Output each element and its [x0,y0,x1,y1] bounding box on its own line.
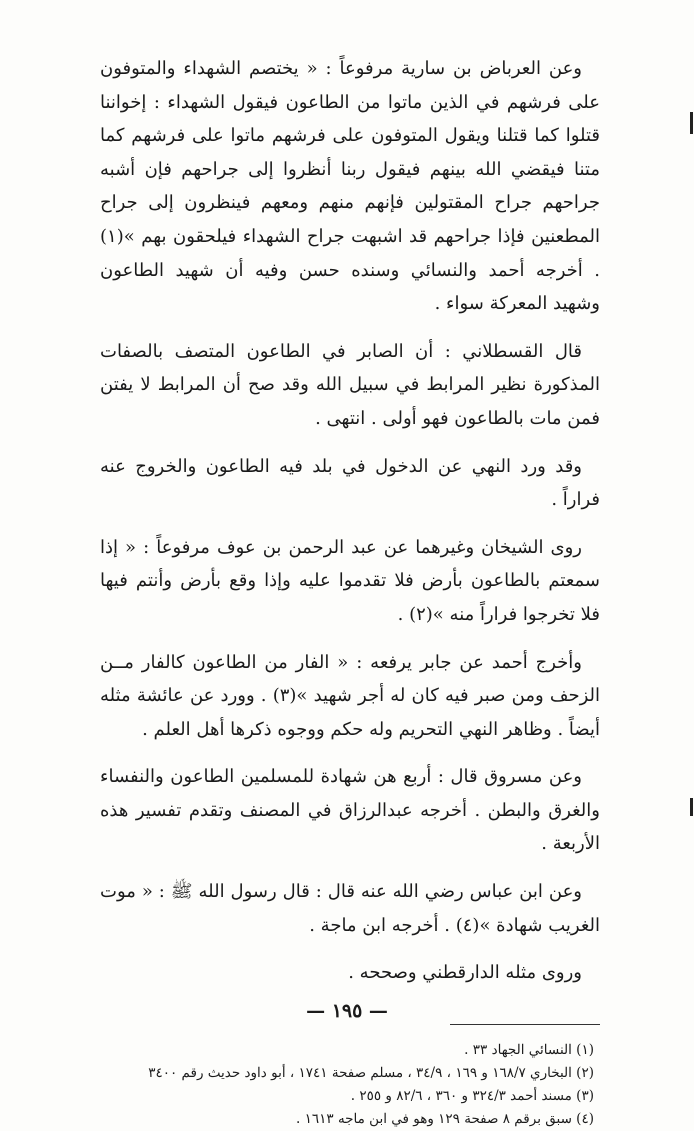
paragraph: وروى مثله الدارقطني وصححه . [348,962,582,984]
footnote: (٣) مسند أحمد ٣٢٤/٣ و ٣٦٠ ، ٨٢/٦ و ٢٥٥ . [350,1087,594,1104]
page-body [100,52,600,1131]
paragraph: وعن العرباض بن سارية مرفوعاً : « يختصم الشهداء والمتوفون على فرشهم في الذين ماتوا من الطاعون فيقول الشهداء : إخواننا قتلوا كما قتلنا ويقول المتوفون على فرشهم ماتوا على فرشهم كما متنا فيقضي الله بينهم فيقول ربنا أنظروا إلى جراحهم فإن أشبه جراحهم جراح المقتولين فإنهم منهم ومعهم فينظرون إلى جراح المطعنين فإذا جراحهم قد اشبهت جراح الشهداء فيلحقون بهم »(١) . أخرجه أحمد والنسائي وسنده حسن وفيه أن شهيد الطاعون وشهيد المعركة سواء . [100,58,600,315]
paragraph: وعن مسروق قال : أربع هن شهادة للمسلمين الطاعون والنفساء والغرق والبطن . أخرجه عبدالرزاق في المصنف وتقدم تفسير هذه الأربعة . [100,766,600,855]
footnote: (١) النسائي الجهاد ٣٣ . [464,1041,594,1058]
paragraph: روى الشيخان وغيرهما عن عبد الرحمن بن عوف مرفوعاً : « إذا سمعتم بالطاعون بأرض فلا تقدموا عليه وإذا وقع بأرض وأنتم فيها فلا تخرجوا فراراً منه »(٢) . [100,536,600,625]
paragraph: قال القسطلاني : أن الصابر في الطاعون المتصف بالصفات المذكورة نظير المرابط في سبيل الله وقد صح أن المرابط لا يفتن فمن مات بالطاعون فهو أولى . انتهى . [100,340,600,429]
footnote: (٢) البخاري ١٦٨/٧ و ١٦٩ ، ٣٤/٩ ، مسلم صفحة ١٧٤١ ، أبو داود حديث رقم ٣٤٠٠ [148,1064,594,1081]
paragraph: وقد ورد النهي عن الدخول في بلد فيه الطاعون والخروج عنه فراراً . [100,455,600,511]
page-number: — ١٩٥ — [306,1000,388,1022]
footnote: (٤) سبق برقم ٨ صفحة ١٢٩ وهو في ابن ماجه ١٦١٣ . [296,1110,594,1127]
paragraph: وعن ابن عباس رضي الله عنه قال : قال رسول الله ﷺ : « موت الغريب شهادة »(٤) . أخرجه ابن ماجة . [100,881,600,936]
footnote-separator [450,1024,600,1025]
footnotes [100,1039,600,1131]
scan-edge-mark [690,798,693,816]
paragraph: وأخرج أحمد عن جابر يرفعه : « الفار من الطاعون كالفار مــن الزحف ومن صبر فيه كان له أجر شهيد »(٣) . وورد عن عائشة مثله أيضاً . وظاهر النهي التحريم وله حكم ووجوه ذكرها أهل العلم . [100,651,600,740]
scan-edge-mark [690,112,693,134]
